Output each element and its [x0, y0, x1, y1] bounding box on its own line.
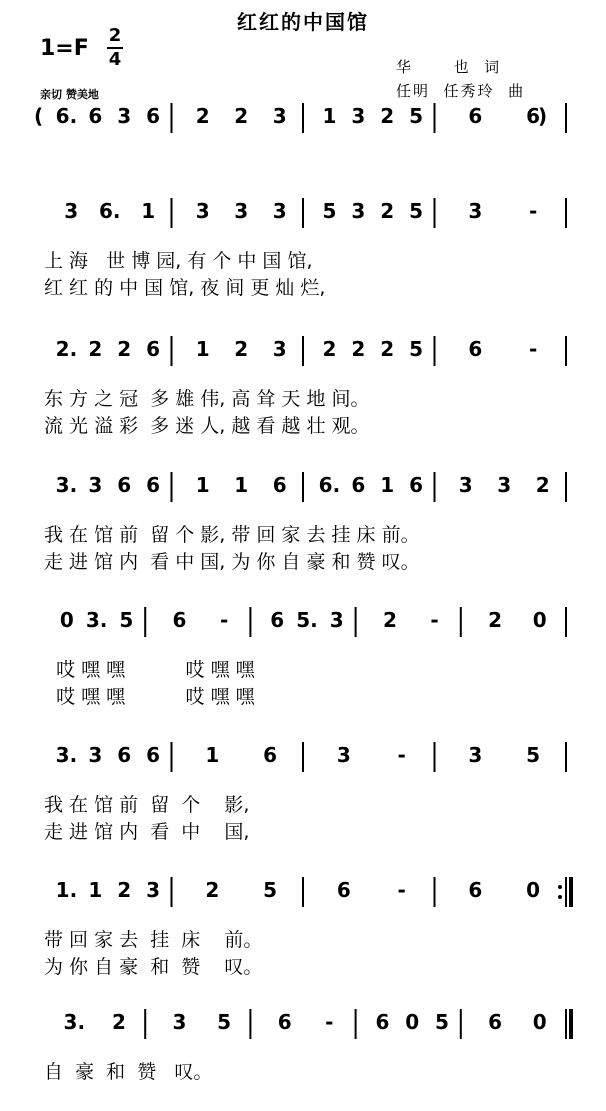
key-signature: 1=F [40, 36, 89, 61]
note: 3 [272, 104, 287, 128]
time-denominator: 4 [108, 49, 122, 70]
note: 6 [117, 473, 132, 497]
note: 6 [468, 104, 483, 128]
note: 6 [146, 337, 161, 361]
note: 2 [322, 337, 337, 361]
repeat-dot [558, 895, 562, 899]
note: 0 [405, 1010, 420, 1034]
lyric-line: 上 海 世 博 园, 有 个 中 国 馆, [44, 250, 313, 272]
note: 6 [270, 608, 285, 632]
note: 5. [296, 608, 318, 632]
note: 6 [277, 1010, 292, 1034]
note: 2 [195, 104, 210, 128]
note: 3 [468, 743, 483, 767]
note: 2 [234, 104, 249, 128]
note: 1. [55, 878, 78, 902]
note: 3 [272, 199, 287, 223]
note: 3. [55, 743, 78, 767]
note: 6 [172, 608, 187, 632]
note: 3. [55, 473, 78, 497]
note: 5 [322, 199, 337, 223]
note: - [397, 878, 406, 902]
note: 3 [146, 878, 161, 902]
note: 2 [351, 337, 366, 361]
note: 0 [526, 878, 541, 902]
lyric-line: 哎 嘿 嘿 哎 嘿 嘿 [44, 686, 255, 708]
note: 2 [380, 199, 395, 223]
note: 3 [234, 199, 249, 223]
note: 3 [329, 608, 344, 632]
note: 5 [119, 608, 134, 632]
note: 6 [526, 104, 541, 128]
note: 2 [234, 337, 249, 361]
note: 6. [55, 104, 78, 128]
lyric-line: 为 你 自 豪 和 赞 叹。 [44, 956, 263, 978]
note: 6 [146, 104, 161, 128]
lyric-line: 走 进 馆 内 看 中 国, [44, 821, 250, 843]
note: 2 [382, 608, 397, 632]
note: 1 [322, 104, 337, 128]
note: 3 [272, 337, 287, 361]
note: 3. [85, 608, 108, 632]
note: 1 [88, 878, 103, 902]
note: 3 [468, 199, 483, 223]
note: 1 [205, 743, 220, 767]
lyric-line: 红 红 的 中 国 馆, 夜 间 更 灿 烂, [44, 277, 326, 299]
lyric-line: 哎 嘿 嘿 哎 嘿 嘿 [44, 659, 255, 681]
note: 2 [88, 337, 103, 361]
lyric-line: 走 进 馆 内 看 中 国, 为 你 自 豪 和 赞 叹。 [44, 551, 420, 573]
note: 2 [488, 608, 503, 632]
note: 6 [351, 473, 366, 497]
note: 6 [146, 743, 161, 767]
tempo-marking: 亲切 赞美地 [40, 88, 99, 101]
lyric-line: 带 回 家 去 挂 床 前。 [44, 929, 263, 951]
note: 6 [117, 743, 132, 767]
note: 6 [272, 473, 287, 497]
note: 5 [263, 878, 278, 902]
note: 2 [535, 473, 550, 497]
note: 0 [532, 608, 547, 632]
repeat-dot [558, 885, 562, 889]
note: 1 [234, 473, 249, 497]
note: 2 [117, 878, 132, 902]
note: 3. [63, 1010, 86, 1034]
note: 3 [64, 199, 79, 223]
note: 2 [117, 337, 132, 361]
note: 3 [117, 104, 132, 128]
lyricist-credit: 华 也 词 [396, 58, 502, 76]
note: 3 [336, 743, 351, 767]
note: 6 [146, 473, 161, 497]
composer-credit: 任明 任秀玲 曲 [396, 82, 526, 100]
open-paren: ( [34, 104, 44, 128]
time-numerator: 2 [108, 25, 122, 46]
note: 1 [380, 473, 395, 497]
note: 6. [98, 199, 121, 223]
note: 3 [172, 1010, 187, 1034]
note: - [528, 199, 538, 223]
note: 6 [375, 1010, 390, 1034]
note: 5 [409, 199, 424, 223]
note: 3 [458, 473, 473, 497]
note: 2 [205, 878, 220, 902]
note: 5 [434, 1010, 449, 1034]
note: 3 [88, 473, 103, 497]
lyric-line: 自 豪 和 赞 叹。 [44, 1061, 213, 1083]
note: 6 [336, 878, 351, 902]
note: 6 [88, 104, 103, 128]
note: 1 [195, 337, 210, 361]
note: 3 [195, 199, 210, 223]
note: 6 [468, 878, 483, 902]
note: - [397, 743, 406, 767]
note: 6 [488, 1010, 503, 1034]
lyric-line: 我 在 馆 前 留 个 影, 带 回 家 去 挂 床 前。 [44, 524, 420, 546]
note: 3 [351, 199, 366, 223]
note: 6 [468, 337, 483, 361]
song-title: 红红的中国馆 [237, 10, 369, 34]
note: 6 [409, 473, 424, 497]
note: 2 [380, 104, 395, 128]
note: 5 [409, 337, 424, 361]
note: 0 [532, 1010, 547, 1034]
note: 2. [55, 337, 78, 361]
close-paren: ) [538, 104, 548, 128]
lyric-line: 东 方 之 冠 多 雄 伟, 高 耸 天 地 间。 [44, 388, 370, 410]
lyric-line: 流 光 溢 彩 多 迷 人, 越 看 越 壮 观。 [44, 415, 370, 437]
note: 0 [59, 608, 74, 632]
note: 2 [111, 1010, 126, 1034]
note: 6. [318, 473, 341, 497]
note: 3 [88, 743, 103, 767]
note: 3 [351, 104, 366, 128]
note: 1 [141, 199, 156, 223]
note: 5 [526, 743, 541, 767]
note: 5 [409, 104, 424, 128]
note: 1 [195, 473, 210, 497]
note: 5 [217, 1010, 232, 1034]
note: - [219, 608, 229, 632]
note: - [325, 1010, 334, 1034]
note: - [430, 608, 439, 632]
lyric-line: 我 在 馆 前 留 个 影, [44, 794, 250, 816]
note: 2 [380, 337, 395, 361]
note: 3 [497, 473, 512, 497]
note: 6 [263, 743, 278, 767]
note: - [528, 337, 538, 361]
